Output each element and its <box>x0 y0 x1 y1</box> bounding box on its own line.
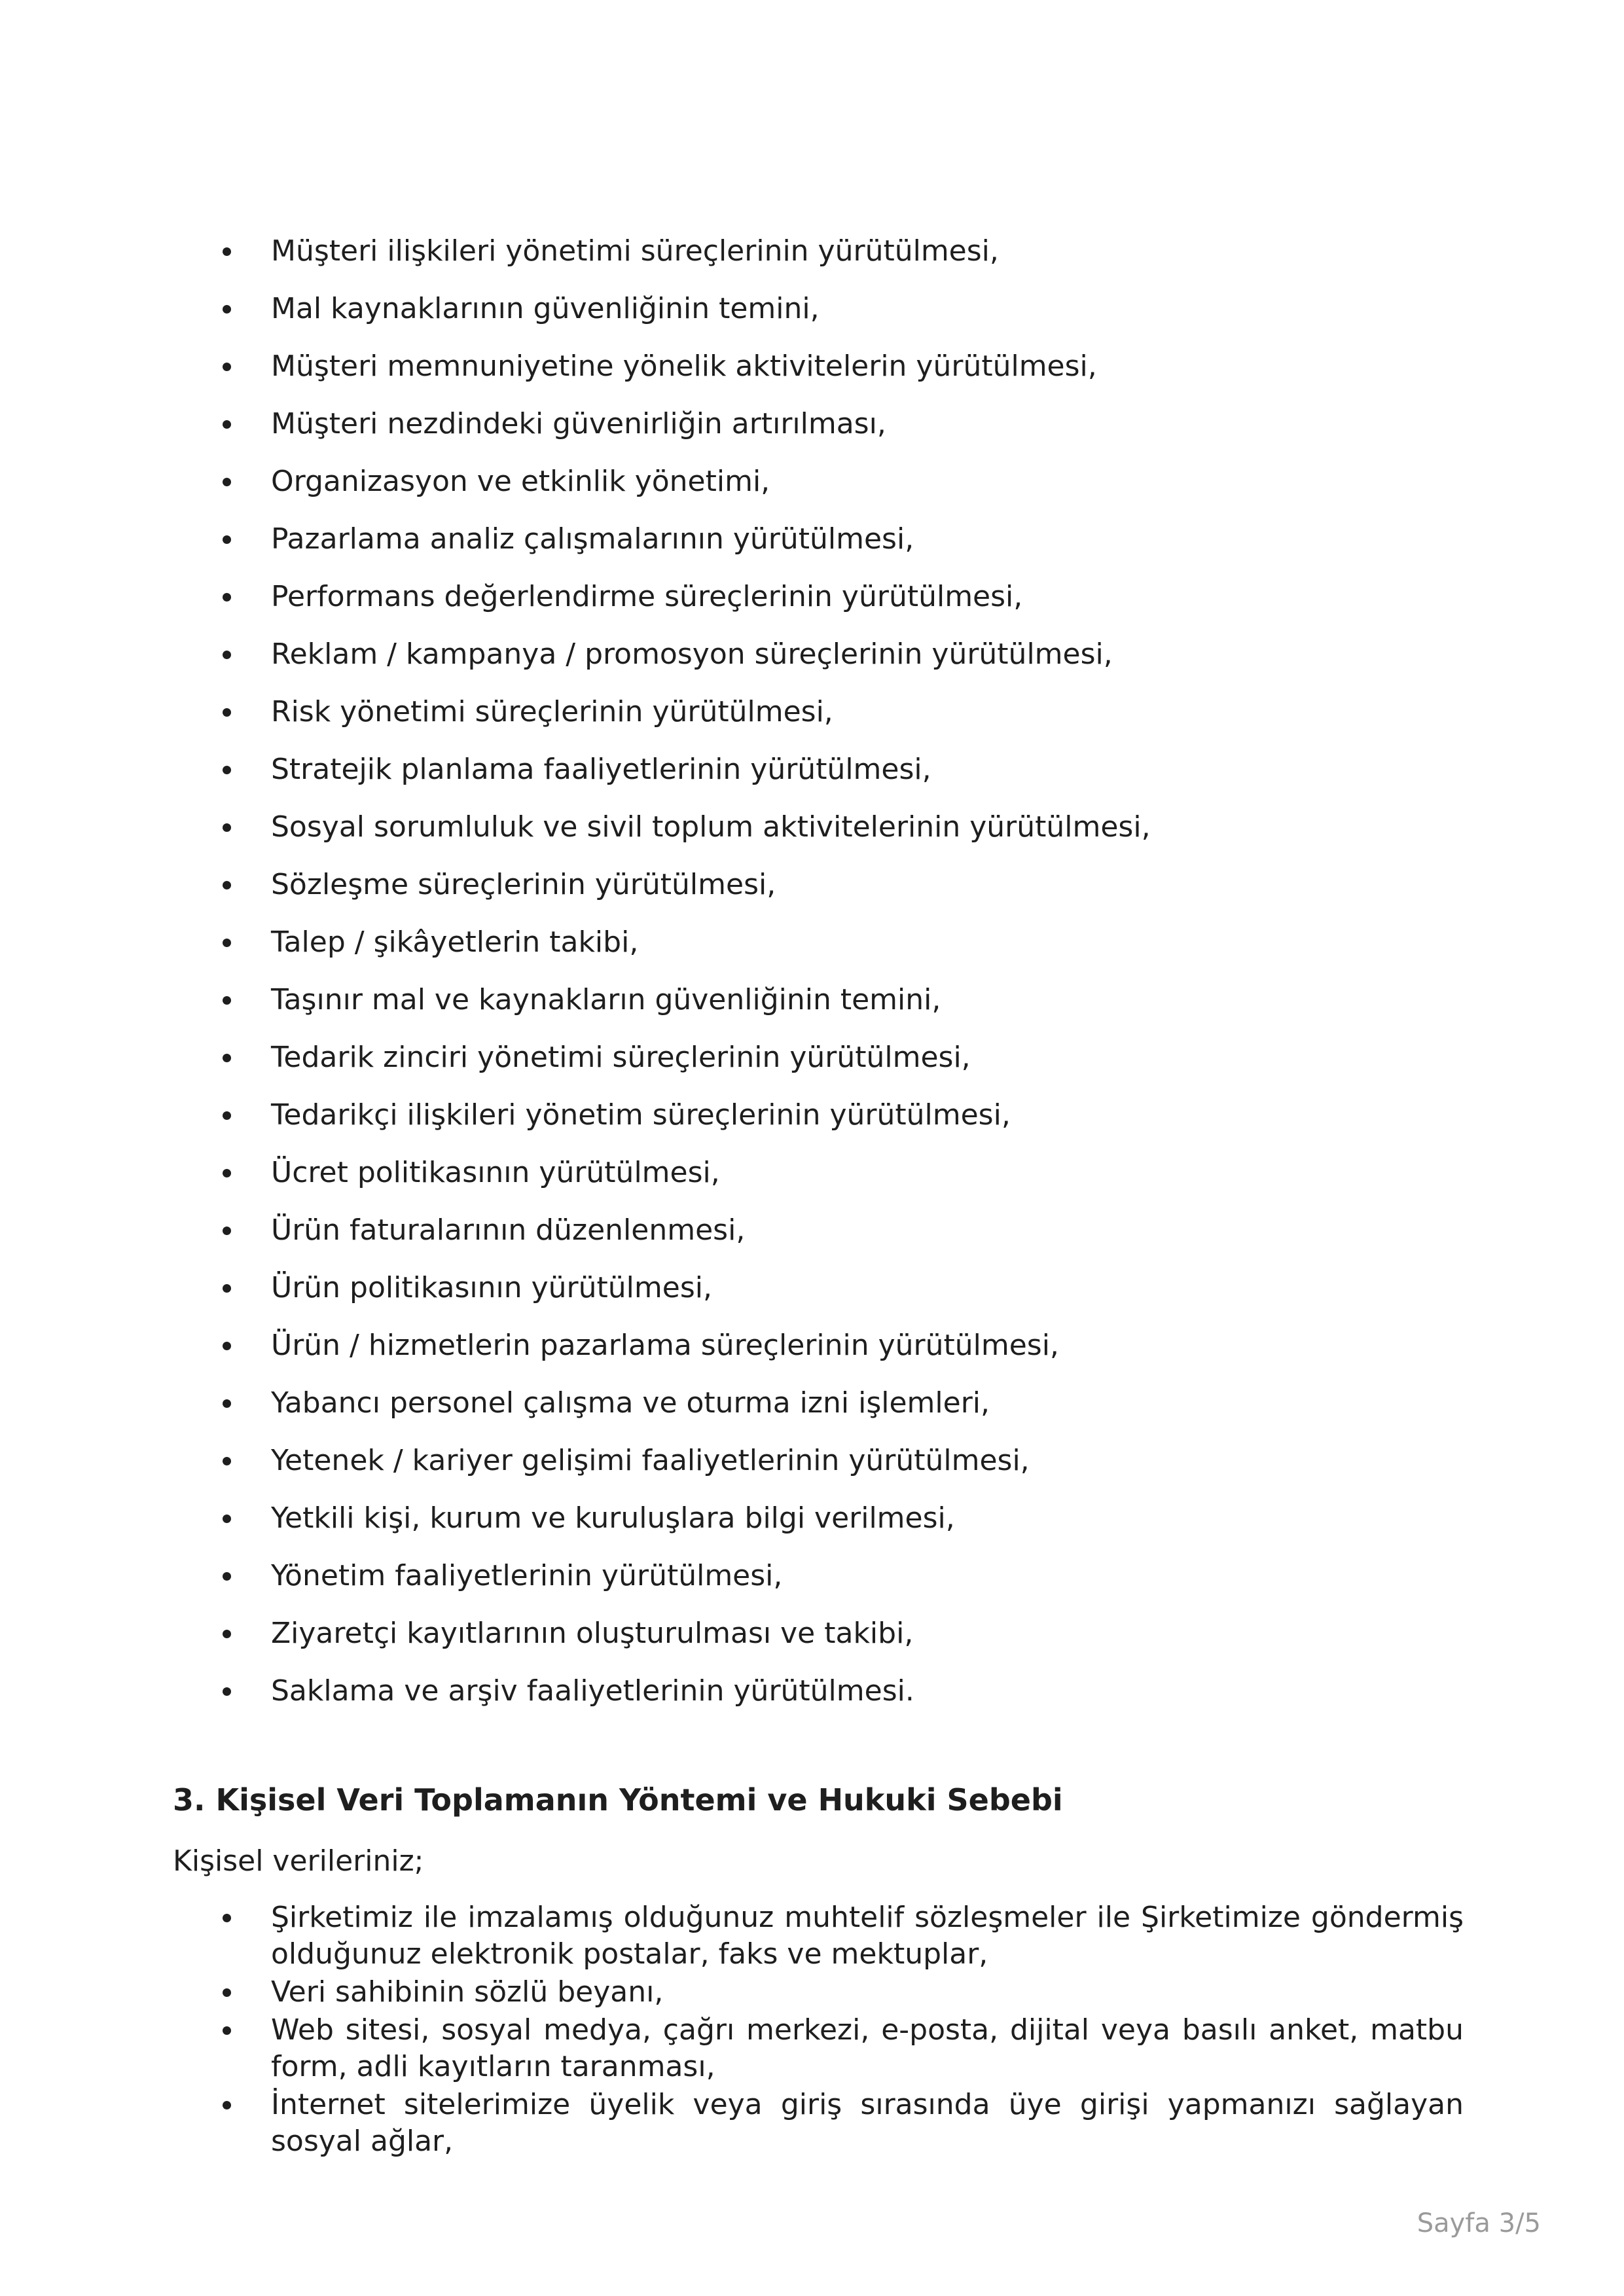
list-item: Tedarik zinciri yönetimi süreçlerinin yürütülmesi, <box>196 1029 1440 1086</box>
list-item: Müşteri memnuniyetine yönelik aktivitelerin yürütülmesi, <box>196 338 1440 395</box>
list-item: Şirketimiz ile imzalamış olduğunuz muhtelif sözleşmeler ile Şirketimize göndermiş olduğunuz elektronik postalar, faks ve mektuplar, <box>196 1899 1464 1973</box>
list-item: Saklama ve arşiv faaliyetlerinin yürütülmesi. <box>196 1662 1440 1720</box>
list-item: Performans değerlendirme süreçlerinin yürütülmesi, <box>196 568 1440 626</box>
data-sources-list <box>196 1899 1464 2161</box>
list-item: Talep / şikâyetlerin takibi, <box>196 914 1440 971</box>
list-item: Sosyal sorumluluk ve sivil toplum aktivitelerinin yürütülmesi, <box>196 798 1440 856</box>
list-item: Stratejik planlama faaliyetlerinin yürütülmesi, <box>196 741 1440 798</box>
list-item: Ürün politikasının yürütülmesi, <box>196 1259 1440 1317</box>
list-item: Ziyaretçi kayıtlarının oluşturulması ve takibi, <box>196 1605 1440 1662</box>
section-heading: 3. Kişisel Veri Toplamanın Yöntemi ve Hukuki Sebebi <box>173 1782 1063 1818</box>
list-item: Müşteri nezdindeki güvenirliğin artırılması, <box>196 395 1440 453</box>
list-item: Tedarikçi ilişkileri yönetim süreçlerinin yürütülmesi, <box>196 1086 1440 1144</box>
list-item: Organizasyon ve etkinlik yönetimi, <box>196 453 1440 511</box>
list-item: Taşınır mal ve kaynakların güvenliğinin temini, <box>196 971 1440 1029</box>
list-item: Yetkili kişi, kurum ve kuruluşlara bilgi verilmesi, <box>196 1490 1440 1547</box>
list-item: Veri sahibinin sözlü beyanı, <box>196 1974 1464 2011</box>
list-item: Yetenek / kariyer gelişimi faaliyetlerinin yürütülmesi, <box>196 1432 1440 1490</box>
list-item: Ürün / hizmetlerin pazarlama süreçlerinin yürütülmesi, <box>196 1317 1440 1374</box>
section-intro: Kişisel verileriniz; <box>173 1844 424 1878</box>
list-item: Web sitesi, sosyal medya, çağrı merkezi, e-posta, dijital veya basılı anket, matbu form, adli kayıtların taranması, <box>196 2012 1464 2085</box>
list-item: İnternet sitelerimize üyelik veya giriş sırasında üye girişi yapmanızı sağlayan sosyal ağlar, <box>196 2087 1464 2160</box>
list-item: Risk yönetimi süreçlerinin yürütülmesi, <box>196 683 1440 741</box>
list-item: Ücret politikasının yürütülmesi, <box>196 1144 1440 1202</box>
list-item: Sözleşme süreçlerinin yürütülmesi, <box>196 856 1440 914</box>
list-item: Yabancı personel çalışma ve oturma izni işlemleri, <box>196 1374 1440 1432</box>
list-item: Mal kaynaklarının güvenliğinin temini, <box>196 280 1440 338</box>
list-item: Müşteri ilişkileri yönetimi süreçlerinin yürütülmesi, <box>196 223 1440 280</box>
list-item: Yönetim faaliyetlerinin yürütülmesi, <box>196 1547 1440 1605</box>
processing-purposes-list <box>196 223 1440 1720</box>
list-item: Pazarlama analiz çalışmalarının yürütülmesi, <box>196 511 1440 568</box>
page-number: Sayfa 3/5 <box>1416 2208 1541 2238</box>
list-item: Ürün faturalarının düzenlenmesi, <box>196 1202 1440 1259</box>
list-item: Reklam / kampanya / promosyon süreçlerinin yürütülmesi, <box>196 626 1440 683</box>
